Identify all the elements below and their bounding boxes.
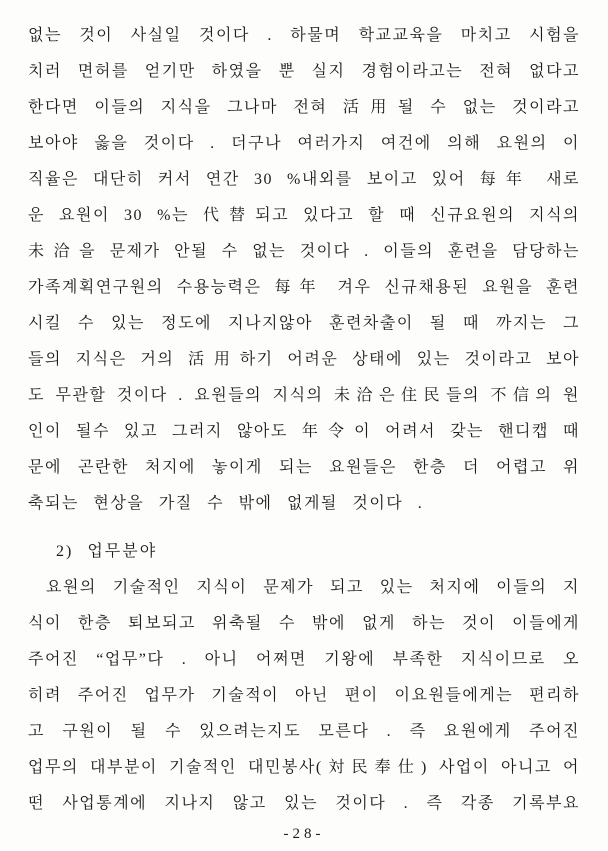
text-line: 떤 사업통계에 지나지 않고 있는 것이다 . 즉 각종 기록부요 [28,795,580,812]
text-line: 들의 지식은 거의 活用하기 어려운 상태에 있는 것이라고 보아 [28,351,580,368]
page-number: -28- [283,826,325,842]
text-line: 가족계획연구원의 수용능력은 每年 겨우 신규채용된 요원을 훈련 [28,279,580,296]
text-line: 요원의 기술적인 지식이 문제가 되고 있는 처지에 이들의 지 [46,579,580,596]
text-line: 없는 것이 사실일 것이다 . 하물며 학교교육을 마치고 시험을 [28,27,580,44]
text-line: 시킬 수 있는 정도에 지나지않아 훈련차출이 될 때 까지는 그 [28,315,580,332]
text-line: 문에 곤란한 처지에 놓이게 되는 요원들은 한층 더 어렵고 위 [28,459,580,476]
text-line: 식이 한층 퇴보되고 위축될 수 밖에 없게 하는 것이 이들에게 [28,615,580,632]
text-line: 주어진 “업무”다 . 아니 어쩌면 기왕에 부족한 지식이므로 오 [28,651,580,668]
text-line: 고 구원이 될 수 있으려는지도 모른다 . 즉 요원에게 주어진 [28,723,580,740]
text-line: 치러 면허를 얻기만 하였을 뿐 실지 경험이라고는 전혀 없다고 [28,63,580,80]
text-line: 未洽을 문제가 안될 수 없는 것이다 . 이들의 훈련을 담당하는 [28,243,580,260]
text-line: 운 요원이 30 %는 代替되고 있다고 할 때 신규요원의 지식의 [28,207,580,224]
text-line: 축되는 현상을 가질 수 밖에 없게될 것이다 . [28,495,424,512]
paragraph-1 [28,18,580,522]
text-line: 업무의 대부분이 기술적인 대민봉사(対民奉仕) 사업이 아니고 어 [28,759,580,776]
section-heading: 2) 업무분야 [56,543,158,560]
text-line: 보아야 옳을 것이다 . 더구나 여러가지 여건에 의해 요원의 이 [28,135,580,152]
paragraph-2 [28,570,580,822]
text-line: 도 무관할 것이다 . 요원들의 지식의 未洽은住民들의 不信의 원 [28,387,580,404]
text-line: 히려 주어진 업무가 기술적이 아닌 편이 이요원들에게는 편리하 [28,687,580,704]
text-line: 인이 될수 있고 그러지 않아도 年令이 어려서 갖는 핸디캡 때 [28,423,580,440]
text-line: 직율은 대단히 커서 연간 30 %내외를 보이고 있어 每年 새로 [28,171,580,188]
text-line: 한다면 이들의 지식을 그나마 전혀 活用될 수 없는 것이라고 [28,99,580,116]
